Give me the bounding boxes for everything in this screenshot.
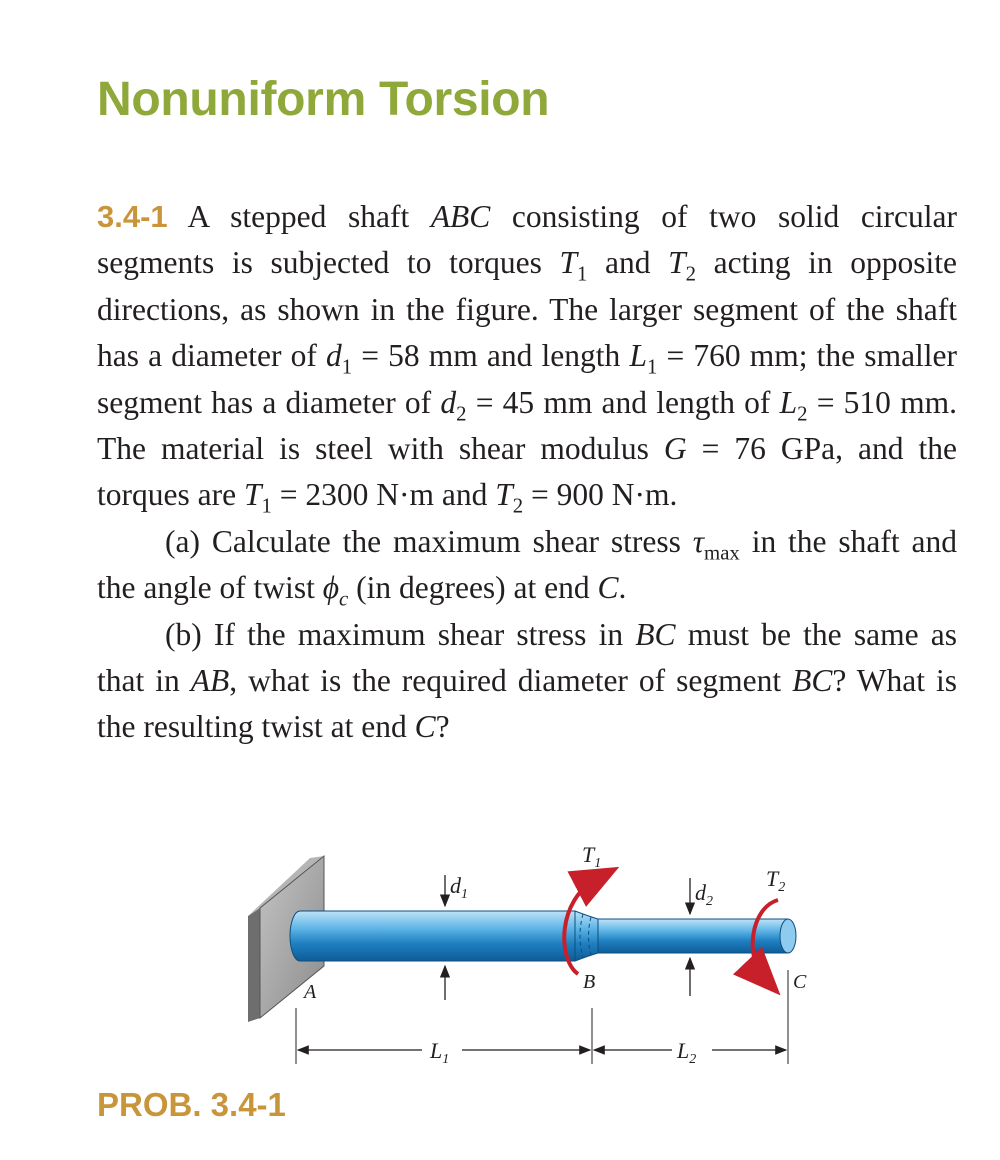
label-t1: $T_1$: [582, 842, 602, 871]
label-b: B: [583, 971, 596, 993]
label-t2: $T_2$: [766, 866, 786, 895]
figure-caption: PROB. 3.4-1: [97, 1086, 286, 1123]
label-l1: $L_1$: [430, 1038, 450, 1067]
stepped-shaft-figure: [240, 838, 820, 1078]
problem-paragraph-1: 3.4-1 A stepped shaft ABC consisting of two solid circular segments is subjected to torques $T_1$ and $T_2$ acting in opposite directions, as shown in the figure. The larger segment of the shaft has a diameter of $d_1 = 58$ mm and length $L_1 = 760$ mm; the smaller segment has a diameter of $d_2 = 45$ mm and length of $L_2 = 510$ mm. The material is steel with shear modulus G = 76 GPa, and the torques are $T_1 = 2300$ N·m and $T_2 = 900$ N·m.: [97, 199, 958, 518]
problem-part-a: (a) Calculate the maximum shear stress $\tau_{max}$ in the shaft and the angle of twist $\phi_c$ (in degrees) at end C.: [97, 523, 957, 611]
label-c: C: [793, 971, 807, 993]
label-d2: $d_2$: [695, 880, 713, 909]
label-a: A: [304, 981, 317, 1003]
problem-part-b: (b) If the maximum shear stress in BC must be the same as that in AB, what is the required diameter of segment BC? What is the resulting twist at end C?: [97, 616, 957, 745]
label-d1: $d_1$: [450, 873, 468, 902]
shaft-segment-ab: [290, 911, 575, 961]
problem-number: 3.4-1: [97, 199, 168, 234]
label-l2: $L_2$: [677, 1038, 697, 1067]
shaft-step-b: [575, 911, 598, 961]
shaft-segment-bc: [598, 919, 796, 953]
section-title: Nonuniform Torsion: [97, 73, 550, 126]
problem-statement: [97, 194, 957, 751]
